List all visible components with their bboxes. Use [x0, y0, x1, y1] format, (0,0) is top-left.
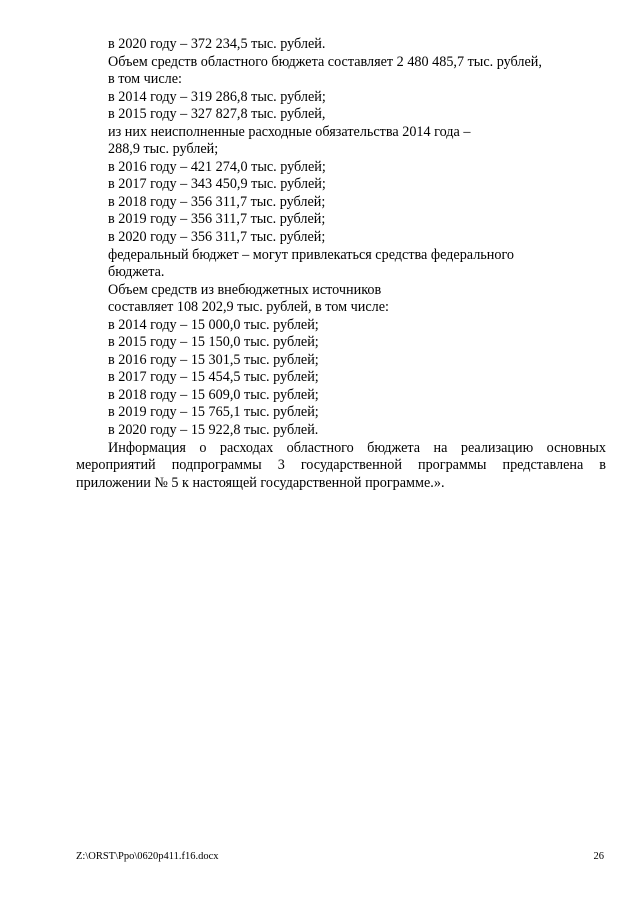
text-line: составляет 108 202,9 тыс. рублей, в том числе:: [108, 299, 389, 316]
document-body: [76, 36, 606, 492]
text-line: в 2020 году – 372 234,5 тыс. рублей.: [108, 36, 326, 52]
text-line: в 2017 году – 15 454,5 тыс. рублей;: [108, 369, 319, 386]
text-line: в 2015 году – 327 827,8 тыс. рублей,: [108, 106, 326, 123]
footer-file-path: Z:\ORST\Ppo\0620p411.f16.docx: [76, 851, 219, 862]
text-line: в 2018 году – 15 609,0 тыс. рублей;: [108, 386, 319, 403]
text-line: Объем средств из внебюджетных источников: [108, 281, 382, 298]
text-line: из них неисполненные расходные обязательства 2014 года –: [108, 123, 471, 140]
text-line: в 2019 году – 15 765,1 тыс. рублей;: [108, 404, 319, 421]
page-number: 26: [593, 851, 604, 862]
text-line: в 2015 году – 15 150,0 тыс. рублей;: [108, 334, 319, 351]
text-line: в том числе:: [108, 71, 182, 88]
text-line: в 2018 году – 356 311,7 тыс. рублей;: [108, 193, 326, 210]
text-line: в 2019 году – 356 311,7 тыс. рублей;: [108, 211, 326, 228]
text-line: федеральный бюджет – могут привлекаться средства федерального: [108, 246, 515, 263]
text-line: в 2014 году – 15 000,0 тыс. рублей;: [108, 316, 319, 333]
text-line: в 2020 году – 15 922,8 тыс. рублей.: [108, 422, 319, 439]
text-line: бюджета.: [108, 264, 165, 281]
final-paragraph: Информация о расходах областного бюджета на реализацию основных мероприятий подпрограммы 3 государственной программы представлена в приложении № 5 к настоящей государственной программе.».: [76, 439, 606, 491]
text-line: в 2014 году – 319 286,8 тыс. рублей;: [108, 88, 326, 105]
text-line: в 2016 году – 421 274,0 тыс. рублей;: [108, 158, 326, 175]
text-line: в 2017 году – 343 450,9 тыс. рублей;: [108, 176, 326, 193]
text-line: в 2020 году – 356 311,7 тыс. рублей;: [108, 229, 326, 246]
text-line: Объем средств областного бюджета составляет 2 480 485,7 тыс. рублей,: [108, 53, 542, 70]
text-line: 288,9 тыс. рублей;: [108, 141, 219, 158]
text-line: в 2016 году – 15 301,5 тыс. рублей;: [108, 351, 319, 368]
